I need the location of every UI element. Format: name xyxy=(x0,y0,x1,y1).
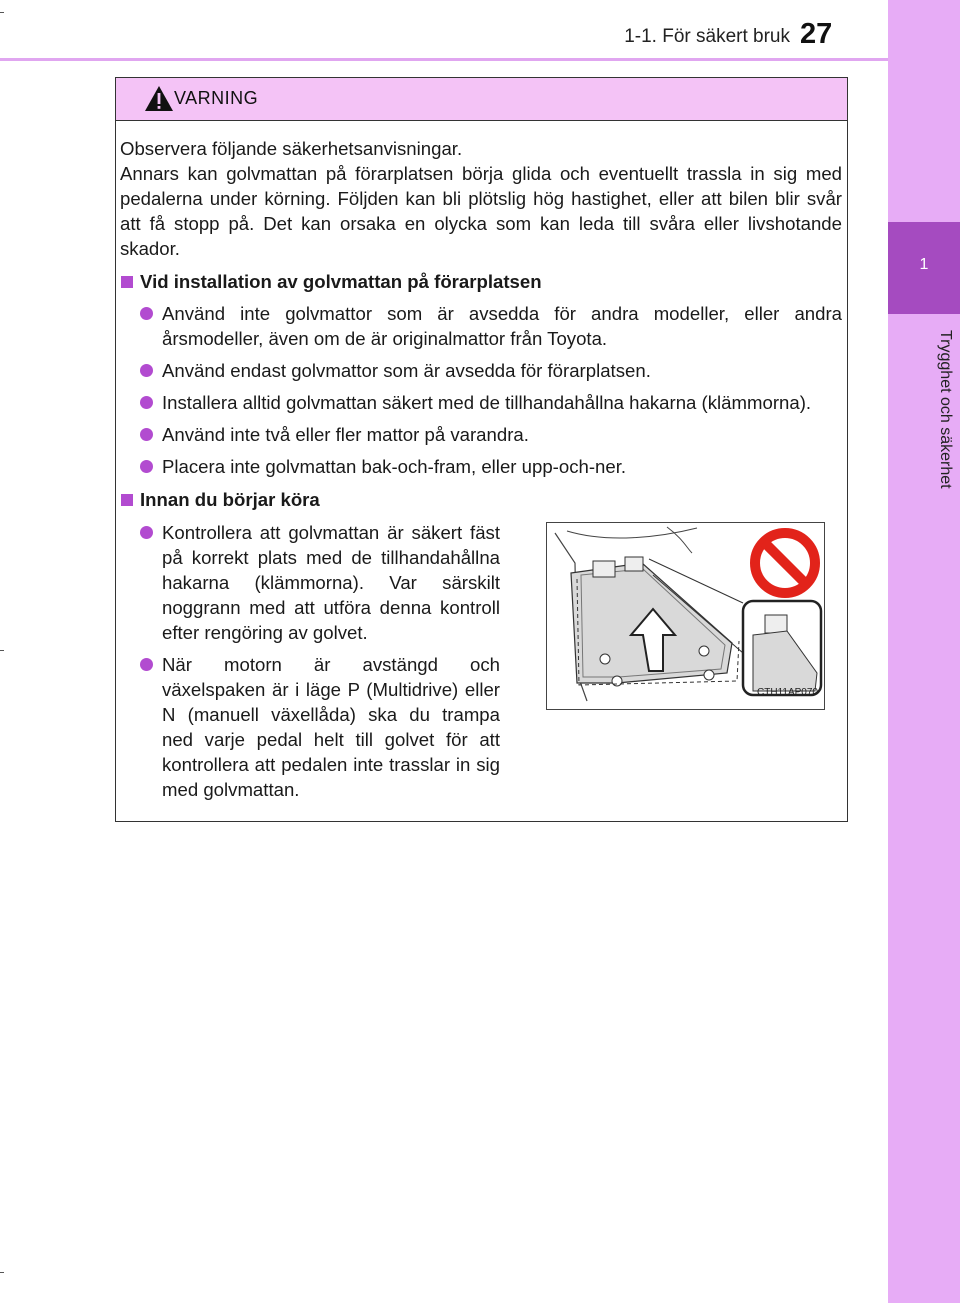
warning-triangle-icon xyxy=(144,85,174,112)
warning-body xyxy=(120,136,842,802)
page-number: 27 xyxy=(800,18,833,50)
round-bullet-icon xyxy=(140,396,153,409)
crop-mark xyxy=(0,650,4,651)
bullet-text: Placera inte golvmattan bak-och-fram, eller upp-och-ner. xyxy=(162,456,627,477)
section-heading-before-driving xyxy=(120,487,842,512)
square-bullet-icon xyxy=(121,494,133,506)
section-title: 1-1. För säkert bruk xyxy=(624,26,790,47)
warning-intro xyxy=(120,136,842,261)
header-rule xyxy=(0,58,888,61)
before-driving-list xyxy=(120,520,500,802)
list-item xyxy=(140,520,500,645)
bullet-text: Använd inte två eller fler mattor på varandra. xyxy=(162,424,529,445)
section-heading-installation xyxy=(120,269,842,294)
list-item xyxy=(140,454,842,479)
before-driving-content xyxy=(120,520,842,802)
crop-mark xyxy=(0,12,4,13)
bullet-text: Använd inte golvmattor som är avsedda för andra modeller, eller andra årsmodeller, även om de är originalmattor från Toyota. xyxy=(162,303,842,349)
chapter-tab-number: 1 xyxy=(919,256,929,273)
chapter-side-band xyxy=(888,0,960,1303)
bullet-text: Kontrollera att golvmattan är säkert fäst på korrekt plats med de tillhandahållna hakarna (klämmorna). Var särskilt noggrann med att utföra denna kontroll efter rengöring av golvet. xyxy=(162,522,500,643)
warning-title: VARNING xyxy=(174,88,259,108)
list-item xyxy=(140,652,500,802)
round-bullet-icon xyxy=(140,307,153,320)
square-bullet-icon xyxy=(121,276,133,288)
warning-header xyxy=(116,78,847,121)
round-bullet-icon xyxy=(140,428,153,441)
list-item xyxy=(140,422,842,447)
section-heading-text: Vid installation av golvmattan på förarplatsen xyxy=(140,271,542,292)
prohibition-icon xyxy=(755,533,815,593)
crop-mark xyxy=(0,1272,4,1273)
round-bullet-icon xyxy=(140,460,153,473)
list-item xyxy=(140,358,842,383)
round-bullet-icon xyxy=(140,658,153,671)
section-heading-text: Innan du börjar köra xyxy=(140,489,320,510)
chapter-title: Trygghet och säkerhet xyxy=(937,330,954,489)
bullet-text: När motorn är avstängd och växelspaken är i läge P (Multidrive) eller N (manuell växellåda) ska du trampa ned varje pedal helt till golvet för att kontrollera att pedalen inte trasslar in sig med golvmattan. xyxy=(162,654,500,800)
warning-box xyxy=(115,77,848,822)
bullet-text: Installera alltid golvmattan säkert med de tillhandahållna hakarna (klämmorna). xyxy=(162,392,812,413)
floor-mat-illustration xyxy=(546,522,825,710)
intro-line: Observera följande säkerhetsanvisningar. xyxy=(120,138,463,159)
bullet-text: Använd endast golvmattor som är avsedda för förarplatsen. xyxy=(162,360,651,381)
round-bullet-icon xyxy=(140,526,153,539)
chapter-title-vertical xyxy=(894,330,954,540)
figure-code: CTH11AP070 xyxy=(757,687,818,698)
intro-paragraph: Annars kan golvmattan på förarplatsen börja glida och eventuellt trassla in sig med pedalerna under körning. Följden kan bli plötslig hög hastighet, eller att bilen blir svår att få stopp på. Det kan orsaka en olycka som kan leda till svåra eller livshotande skador. xyxy=(120,163,842,259)
list-item xyxy=(140,301,842,351)
round-bullet-icon xyxy=(140,364,153,377)
list-item xyxy=(140,390,842,415)
